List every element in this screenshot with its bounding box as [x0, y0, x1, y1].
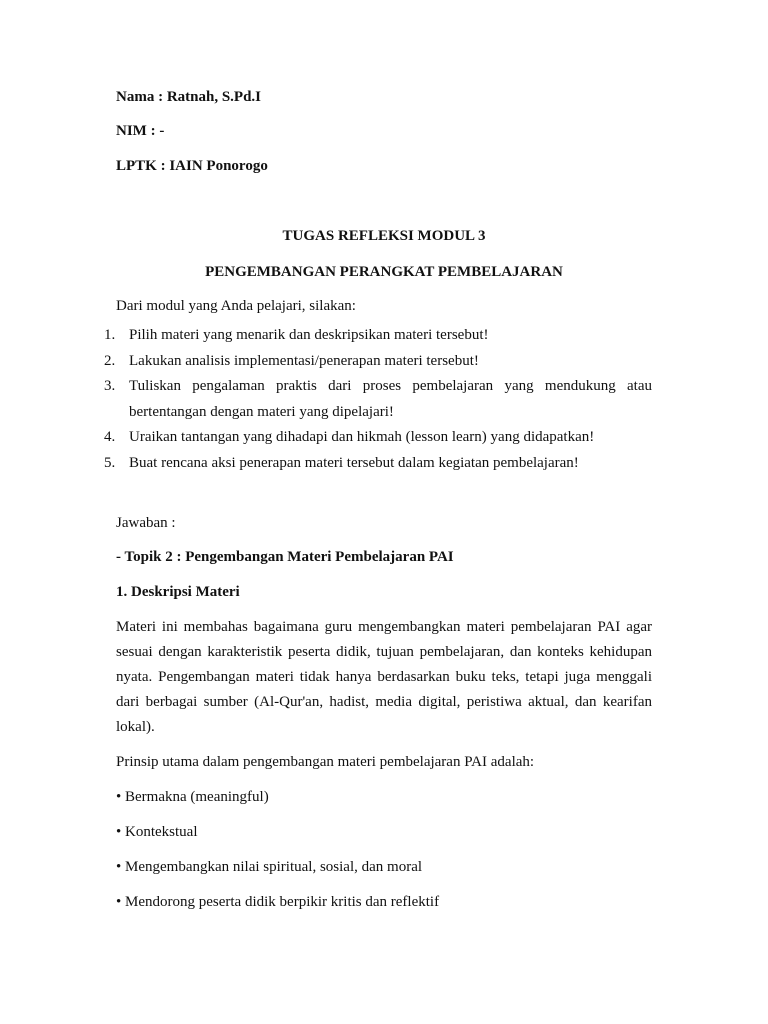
section-heading: 1. Deskripsi Materi: [116, 584, 240, 600]
principle-item: • Mengembangkan nilai spiritual, sosial, dan moral: [116, 859, 423, 875]
answer-label: Jawaban :: [116, 515, 176, 531]
principle-item: • Bermakna (meaningful): [116, 789, 269, 805]
document-subtitle: PENGEMBANGAN PERANGKAT PEMBELAJARAN: [205, 264, 563, 280]
paragraph-line: sesuai dengan karakteristik peserta didik, tujuan pembelajaran, dan konteks kehidupan: [116, 644, 652, 660]
task-item: Tuliskan pengalaman praktis dari proses pembelajaran yang mendukung atau: [129, 378, 652, 394]
topic-heading: - Topik 2 : Pengembangan Materi Pembelajaran PAI: [116, 549, 454, 565]
task-number: 1.: [104, 327, 116, 343]
task-number: 5.: [104, 455, 116, 471]
principle-item: • Kontekstual: [116, 824, 198, 840]
paragraph-line: dari berbagai sumber (Al-Qur'an, hadist, media digital, peristiwa aktual, dan kearifan: [116, 694, 652, 710]
task-item: Buat rencana aksi penerapan materi tersebut dalam kegiatan pembelajaran!: [129, 455, 579, 471]
paragraph-line: Materi ini membahas bagaimana guru mengembangkan materi pembelajaran PAI agar: [116, 619, 652, 635]
task-item-continued: bertentangan dengan materi yang dipelajari!: [129, 404, 394, 420]
task-item: Uraikan tantangan yang dihadapi dan hikmah (lesson learn) yang didapatkan!: [129, 429, 595, 445]
paragraph-line: lokal).: [116, 719, 155, 735]
intro-text: Dari modul yang Anda pelajari, silakan:: [116, 298, 356, 314]
principles-intro: Prinsip utama dalam pengembangan materi pembelajaran PAI adalah:: [116, 754, 535, 770]
task-number: 2.: [104, 353, 116, 369]
task-number: 4.: [104, 429, 116, 445]
task-number: 3.: [104, 378, 116, 394]
paragraph-line: nyata. Pengembangan materi tidak hanya berdasarkan buku teks, tetapi juga menggali: [116, 669, 652, 685]
task-item: Pilih materi yang menarik dan deskripsikan materi tersebut!: [129, 327, 489, 343]
nim-field: NIM : -: [116, 123, 165, 139]
principle-item: • Mendorong peserta didik berpikir kritis dan reflektif: [116, 894, 440, 910]
lptk-field: LPTK : IAIN Ponorogo: [116, 158, 268, 174]
task-item: Lakukan analisis implementasi/penerapan materi tersebut!: [129, 353, 479, 369]
document-title: TUGAS REFLEKSI MODUL 3: [282, 228, 486, 244]
name-field: Nama : Ratnah, S.Pd.I: [116, 89, 262, 105]
